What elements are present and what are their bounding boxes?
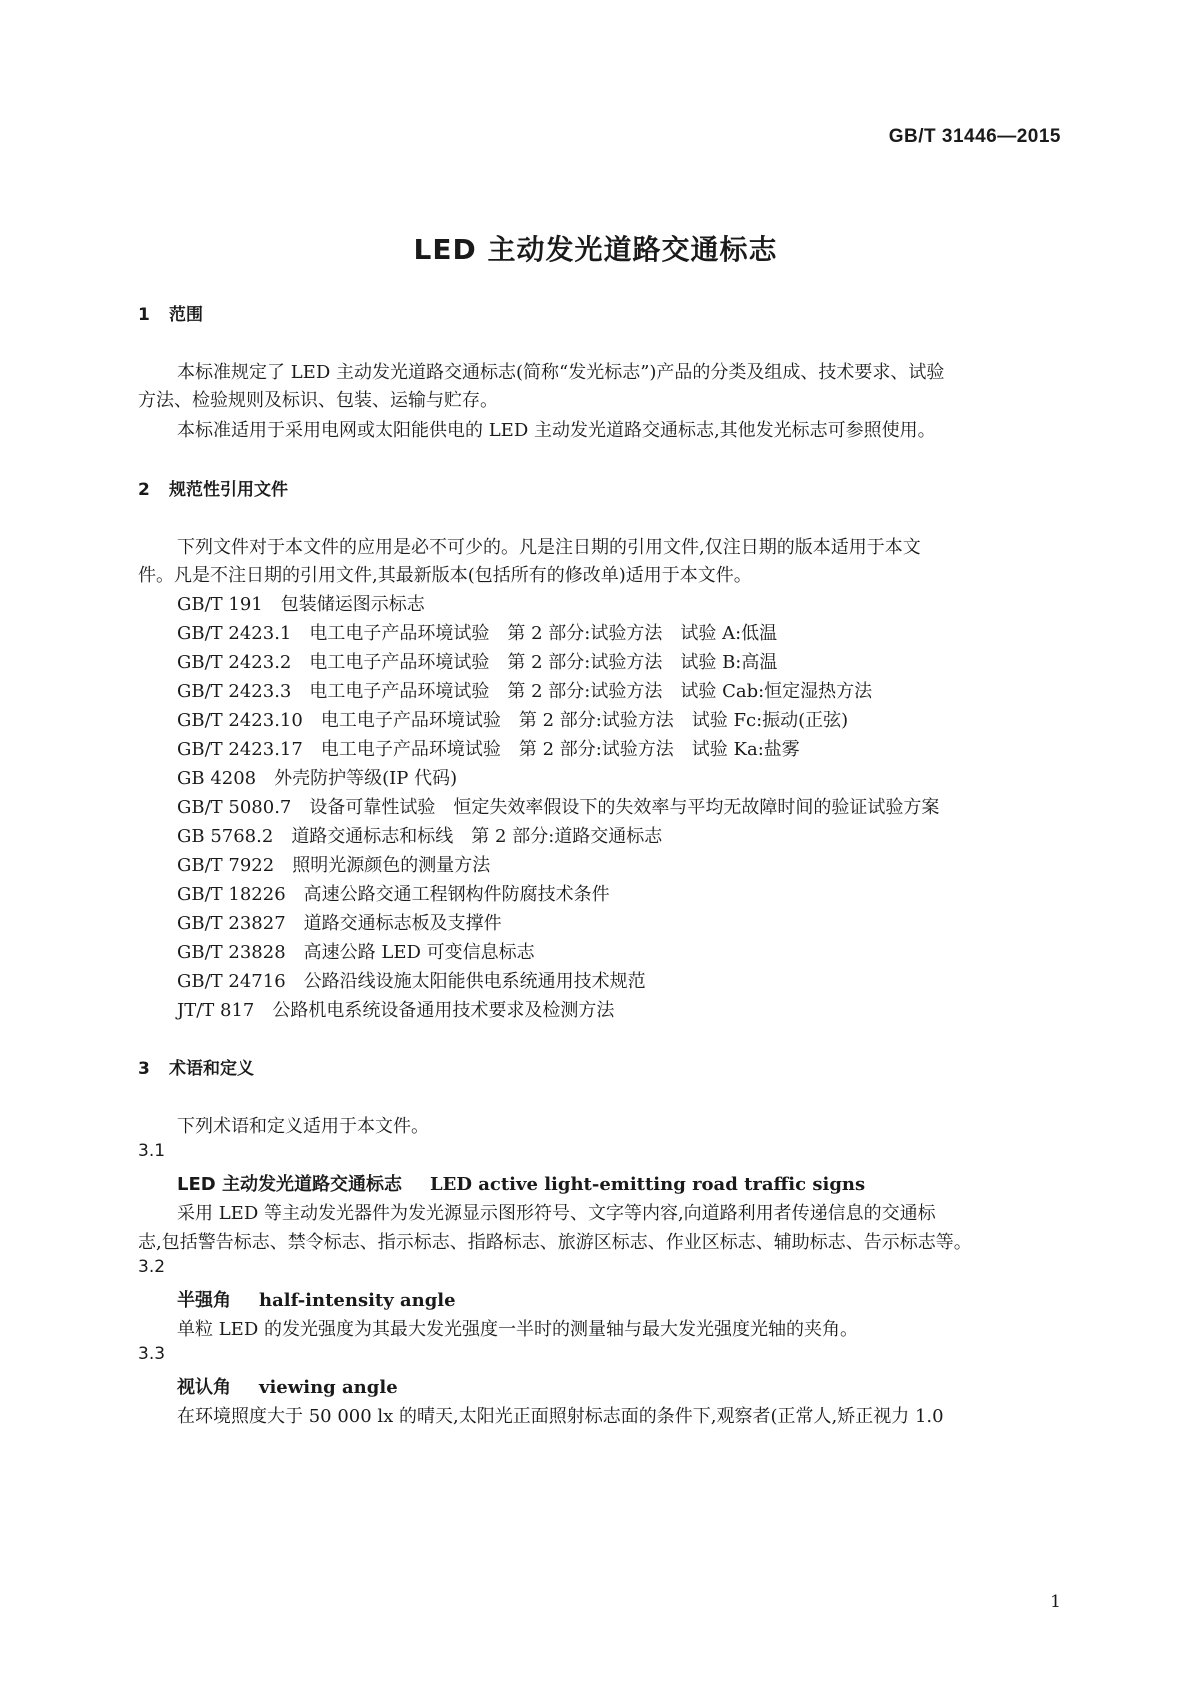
scope-paragraph-1-line-1: 本标准规定了 LED 主动发光道路交通标志(简称“发光标志”)产品的分类及组成、技术要求、试验 [177, 362, 945, 383]
reference-title: 道路交通标志板及支撑件 [303, 913, 502, 934]
standard-code: GB/T 31446—2015 [888, 126, 1061, 147]
term-en: LED active light-emitting road traffic signs [429, 1174, 866, 1195]
reference-item [177, 938, 535, 964]
section-number: 1 [138, 305, 150, 325]
section-number: 3 [138, 1059, 150, 1079]
reference-title: 高速公路 LED 可变信息标志 [303, 942, 535, 963]
reference-code: GB/T 23827 [177, 913, 286, 934]
reference-code: GB/T 2423.2 [177, 652, 292, 673]
term-definition-line-2: 志,包括警告标志、禁令标志、指示标志、指路标志、旅游区标志、作业区标志、辅助标志、告示标志等。 [138, 1232, 972, 1253]
term-en: half-intensity angle [259, 1290, 456, 1311]
reference-title: 电工电子产品环境试验 第 2 部分:试验方法 试验 A:低温 [309, 623, 778, 644]
reference-code: GB/T 7922 [177, 855, 275, 876]
reference-item [177, 706, 848, 732]
reference-code: GB/T 191 [177, 594, 263, 615]
reference-item [177, 677, 872, 703]
refs-intro-line-2: 件。凡是不注日期的引用文件,其最新版本(包括所有的修改单)适用于本文件。 [138, 565, 752, 586]
reference-code: JT/T 817 [177, 1000, 255, 1021]
reference-title: 包装储运图示标志 [280, 594, 425, 615]
reference-code: GB/T 2423.10 [177, 710, 303, 731]
reference-title: 公路机电系统设备通用技术要求及检测方法 [272, 1000, 615, 1021]
section-2-heading [138, 475, 288, 500]
scope-paragraph-2: 本标准适用于采用电网或太阳能供电的 LED 主动发光道路交通标志,其他发光标志可参照使用。 [177, 420, 936, 441]
reference-item [177, 851, 490, 877]
reference-title: 电工电子产品环境试验 第 2 部分:试验方法 试验 Cab:恒定湿热方法 [309, 681, 873, 702]
reference-title: 电工电子产品环境试验 第 2 部分:试验方法 试验 B:高温 [309, 652, 778, 673]
reference-item [177, 822, 662, 848]
term-number: 3.2 [138, 1257, 166, 1277]
reference-title: 设备可靠性试验 恒定失效率假设下的失效率与平均无故障时间的验证试验方案 [309, 797, 940, 818]
reference-code: GB/T 2423.1 [177, 623, 292, 644]
reference-item [177, 880, 610, 906]
reference-code: GB 4208 [177, 768, 257, 789]
reference-code: GB/T 24716 [177, 971, 286, 992]
term-en: viewing angle [259, 1377, 398, 1398]
section-3-heading [138, 1054, 254, 1079]
term-heading [177, 1170, 865, 1196]
reference-item [177, 967, 646, 993]
reference-item [177, 735, 800, 761]
term-definition: 单粒 LED 的发光强度为其最大发光强度一半时的测量轴与最大发光强度光轴的夹角。 [177, 1319, 858, 1340]
scope-paragraph-1-line-2: 方法、检验规则及标识、包装、运输与贮存。 [138, 390, 498, 411]
reference-item [177, 619, 777, 645]
reference-item [177, 648, 777, 674]
section-title: 范围 [169, 305, 203, 325]
reference-code: GB/T 18226 [177, 884, 286, 905]
term-number: 3.3 [138, 1344, 166, 1364]
term-heading [177, 1373, 398, 1399]
reference-item [177, 996, 614, 1022]
reference-title: 电工电子产品环境试验 第 2 部分:试验方法 试验 Ka:盐雾 [320, 739, 800, 760]
term-cn: 视认角 [177, 1377, 231, 1398]
reference-item [177, 909, 502, 935]
terms-intro: 下列术语和定义适用于本文件。 [177, 1116, 429, 1137]
reference-title: 道路交通标志和标线 第 2 部分:道路交通标志 [291, 826, 663, 847]
reference-title: 高速公路交通工程钢构件防腐技术条件 [303, 884, 610, 905]
reference-item [177, 590, 425, 616]
reference-code: GB/T 23828 [177, 942, 286, 963]
reference-title: 照明光源颜色的测量方法 [292, 855, 491, 876]
reference-title: 外壳防护等级(IP 代码) [274, 768, 458, 789]
section-1-heading [138, 300, 203, 325]
reference-code: GB/T 2423.3 [177, 681, 292, 702]
reference-item [177, 764, 457, 790]
reference-title: 电工电子产品环境试验 第 2 部分:试验方法 试验 Fc:振动(正弦) [320, 710, 849, 731]
term-cn: LED 主动发光道路交通标志 [177, 1174, 402, 1195]
term-definition-line-1: 采用 LED 等主动发光器件为发光源显示图形符号、文字等内容,向道路利用者传递信息的交通标 [177, 1203, 936, 1224]
term-heading [177, 1286, 456, 1312]
reference-title: 公路沿线设施太阳能供电系统通用技术规范 [303, 971, 646, 992]
section-title: 规范性引用文件 [169, 480, 288, 500]
reference-code: GB/T 5080.7 [177, 797, 292, 818]
document-title: LED 主动发光道路交通标志 [413, 233, 778, 266]
term-cn: 半强角 [177, 1290, 231, 1311]
reference-code: GB/T 2423.17 [177, 739, 303, 760]
section-title: 术语和定义 [169, 1059, 254, 1079]
refs-intro-line-1: 下列文件对于本文件的应用是必不可少的。凡是注日期的引用文件,仅注日期的版本适用于本文 [177, 537, 921, 558]
reference-item [177, 793, 939, 819]
section-number: 2 [138, 480, 150, 500]
reference-code: GB 5768.2 [177, 826, 274, 847]
page-number: 1 [1050, 1592, 1061, 1612]
term-definition-line-1: 在环境照度大于 50 000 lx 的晴天,太阳光正面照射标志面的条件下,观察者(正常人,矫正视力 1.0 [177, 1406, 944, 1427]
term-number: 3.1 [138, 1141, 166, 1161]
